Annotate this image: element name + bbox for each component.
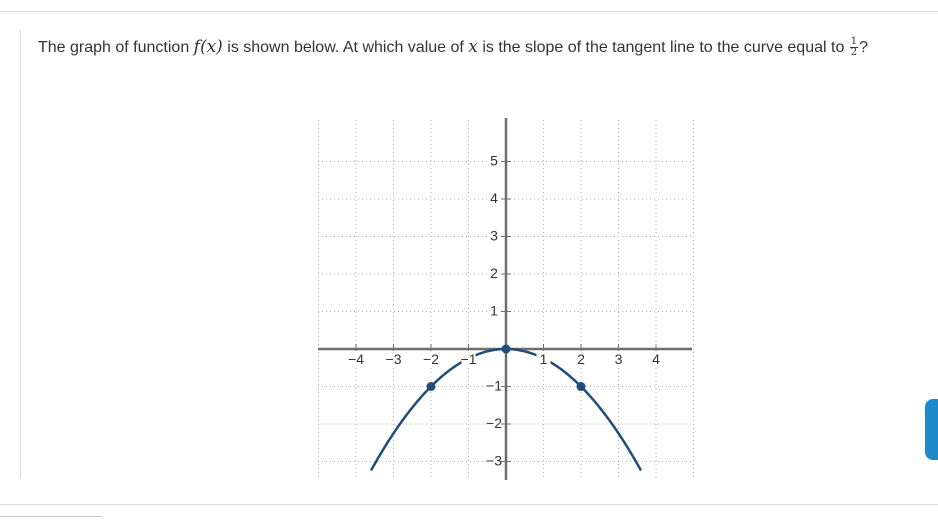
y-tick-label: 3 [490,227,498,244]
top-divider [0,11,938,12]
axes [318,118,692,480]
y-tick-label: 2 [490,265,498,281]
x-tick-label: 1 [539,351,548,367]
y-tick-label: −2 [486,415,502,431]
bottom-tab[interactable] [0,516,102,522]
x-tick-label: 4 [652,351,660,367]
function-label: f(x) [193,37,223,57]
x-tick-label: 3 [614,351,623,367]
question-suffix: is the slope of the tangent line to the curve equal to [477,39,849,56]
y-tick-label: 4 [490,190,498,206]
x-tick-label: 2 [577,351,585,367]
question-middle: is shown below. At which value of [222,39,469,56]
data-point [577,382,586,391]
data-point [427,382,436,391]
x-tick-label: −2 [423,351,439,367]
x-tick-label: −1 [460,351,477,367]
x-tick-label: −4 [348,351,364,367]
question-text [38,37,868,58]
variable-label: x [468,37,478,57]
question-end: ? [859,39,869,56]
fraction-denominator: 2 [850,47,858,59]
x-tick-label: −3 [385,351,402,367]
fraction [850,37,858,58]
y-tick-label: −3 [486,452,502,469]
bottom-divider [0,504,938,505]
y-tick-label: 1 [490,302,498,319]
side-panel-tab[interactable] [925,399,938,460]
question-prefix: The graph of function [38,39,194,56]
fraction-numerator: 1 [850,36,858,48]
data-point [502,345,511,354]
y-tick-label: −1 [486,377,502,394]
function-graph [290,90,700,480]
y-tick-label: 5 [490,152,498,169]
